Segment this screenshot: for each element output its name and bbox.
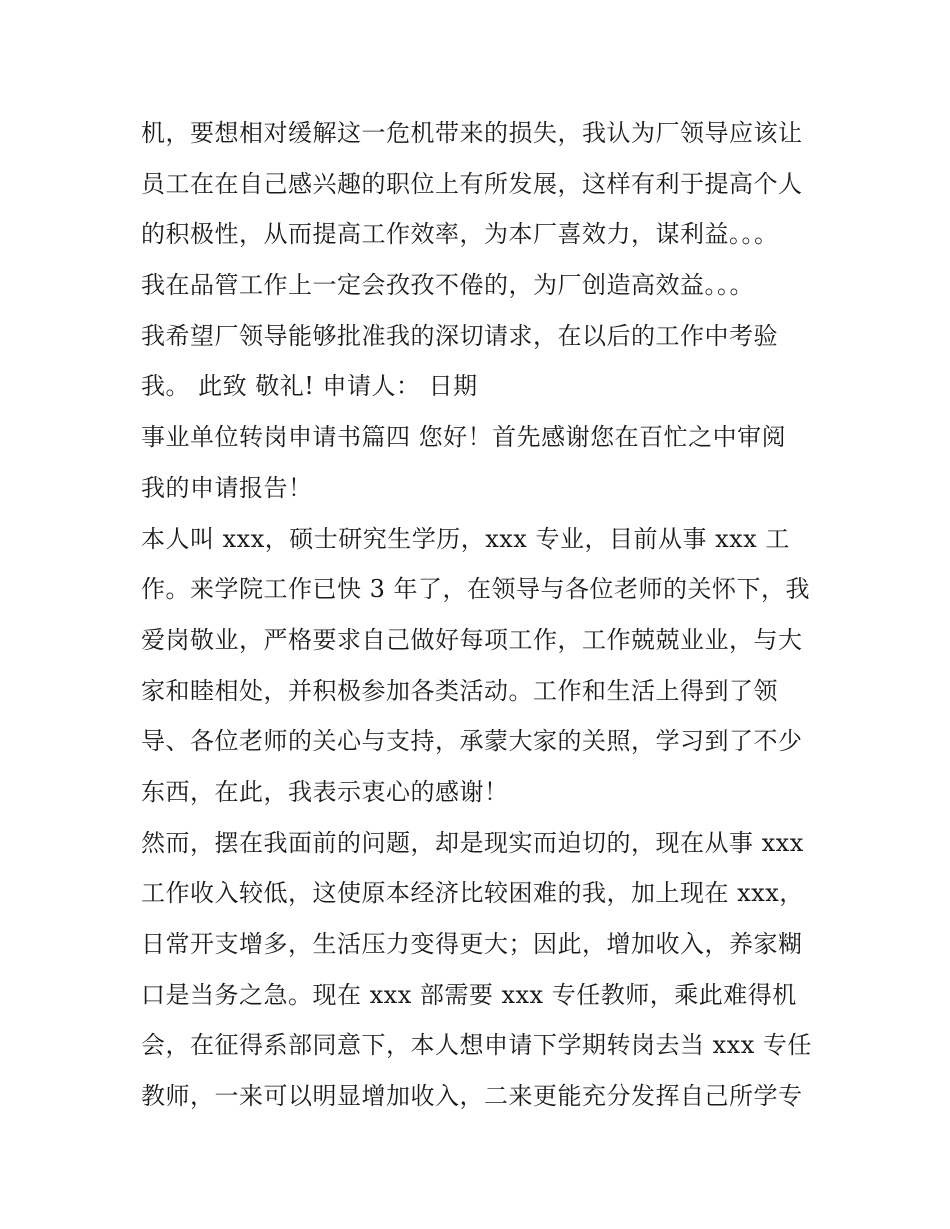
text-line: 本人叫 xxx，硕士研究生学历，xxx 专业，目前从事 xxx 工 — [141, 524, 790, 553]
text-line: 会，在征得系部同意下，本人想申请下学期转岗去当 xxx 专任 — [141, 1031, 812, 1060]
text-line: 爱岗敬业，严格要求自己做好每项工作，工作兢兢业业，与大 — [141, 625, 803, 654]
text-line: 工作收入较低，这使原本经济比较困难的我，加上现在 xxx， — [141, 879, 804, 908]
text-line: 机，要想相对缓解这一危机带来的损失，我认为厂领导应该让 — [141, 119, 803, 147]
text-line: 日常开支增多，生活压力变得更大；因此，增加收入，养家糊 — [141, 930, 803, 958]
text-line: 我在品管工作上一定会孜孜不倦的，为厂创造高效益。。。 — [141, 271, 754, 300]
text-line: 作。来学院工作已快 3 年了，在领导与各位老师的关怀下，我 — [141, 575, 811, 604]
text-line: 家和睦相处，并积极参加各类活动。工作和生活上得到了领 — [141, 676, 778, 705]
text-line: 导、各位老师的关心与支持，承蒙大家的关照，学习到了不少 — [141, 727, 803, 756]
text-line: 教师，一来可以明显增加收入，二来更能充分发挥自己所学专 — [141, 1082, 803, 1111]
text-line: 口是当务之急。现在 xxx 部需要 xxx 专任教师，乘此难得机 — [141, 980, 797, 1009]
text-line: 员工在在自己感兴趣的职位上有所发展，这样有利于提高个人 — [141, 169, 803, 198]
text-line: 然而，摆在我面前的问题，却是现实而迫切的，现在从事 xxx — [141, 828, 804, 857]
text-line: 东西，在此，我表示衷心的感谢！ — [141, 777, 509, 806]
text-line: 我的申请报告！ — [141, 473, 313, 502]
text-line: 我希望厂领导能够批准我的深切请求，在以后的工作中考验 — [141, 321, 778, 350]
text-line: 事业单位转岗申请书篇四 您好！首先感谢您在百忙之中审阅 — [141, 423, 787, 452]
text-line: 的积极性，从而提高工作效率，为本厂喜效力，谋利益。。。 — [141, 220, 779, 249]
document-body — [141, 108, 831, 1122]
text-line: 我。 此致 敬礼! 申请人： 日期 — [141, 372, 478, 401]
